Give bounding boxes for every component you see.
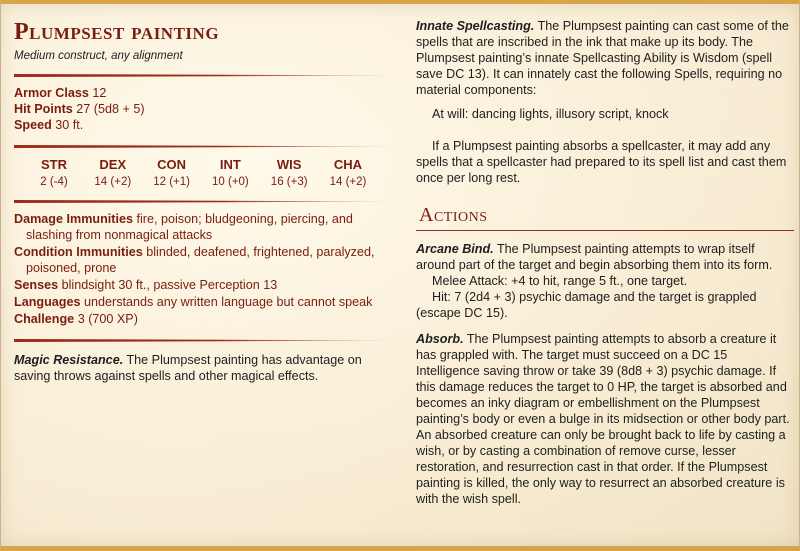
arcane-bind-attack: Melee Attack: +4 to hit, range 5 ft., one target.	[432, 274, 688, 288]
action-text: The Plumpsest painting attempts to wrap itself around part of the target and begin absorbing them into its form.	[416, 242, 773, 272]
absorbed-spellcaster-note: If a Plumpsest painting absorbs a spellcaster, it may add any spells that a spellcaster had prepared to its spell list and cast them once per long rest.	[416, 139, 787, 185]
arcane-bind-hit: Hit: 7 (2d4 + 3) psychic damage and the target is grappled (escape DC 15).	[416, 290, 757, 320]
ability-wis	[261, 156, 317, 190]
armor-class-label: Armor Class	[14, 86, 89, 100]
ability-score: 14 (+2)	[94, 176, 132, 188]
tapered-rule	[14, 74, 386, 77]
ability-name: CHA	[333, 157, 363, 172]
speed-value: 30 ft.	[55, 118, 84, 132]
tapered-rule	[14, 200, 386, 203]
ability-scores	[14, 156, 386, 190]
trait-magic-resistance	[14, 352, 386, 384]
senses-label: Senses	[14, 278, 59, 292]
senses	[14, 277, 386, 293]
armor-class	[14, 85, 386, 101]
spell-list-at-will: At will: dancing lights, illusory script, knock	[432, 107, 669, 121]
ability-score: 2 (-4)	[40, 176, 68, 188]
action-text: The Plumpsest painting attempts to absorb a creature it has grappled with. The target must succeed on a DC 15 Intelligence saving throw or take 39 (8d8 + 3) psychic damage. If this damage reduces the target to 0 HP, the target is absorbed and becomes an inky diagram or embellishment on the Plumpsest painting’s body or even a bulge in its midsection or other body part. An absorbed creature can only be brought back to life by casting a wish, or by casting a combination of remove curse, lesser restoration, and resurrection cast in that order. If the Plumpsest painting is killed, the only way to resurrect an absorbed creature is with the wish spell.	[416, 332, 790, 506]
action-absorb	[416, 331, 794, 507]
trait-text: The Plumpsest painting can cast some of the spells that are inscribed in the ink that make up its body. The Plumpsest painting’s innate Spellcasting Ability is Wisdom (spell save DC 13). It can innately cast the following Spells, requiring no material components:	[416, 19, 789, 97]
condition-immunities-value: blinded, deafened, frightened, paralyzed, poisoned, prone	[26, 245, 375, 275]
monster-meta: Medium construct, any alignment	[14, 50, 183, 62]
senses-value: blindsight 30 ft., passive Perception 13	[61, 278, 278, 292]
hit-points-value: 27 (5d8 + 5)	[76, 102, 145, 116]
ability-score: 12 (+1)	[153, 176, 190, 188]
ability-name: DEX	[99, 157, 127, 172]
damage-immunities-value: fire, poison; bludgeoning, piercing, and slashing from nonmagical attacks	[26, 212, 353, 242]
action-arcane-bind	[416, 241, 794, 273]
trait-innate-spellcasting	[416, 18, 794, 98]
challenge	[14, 311, 386, 327]
speed-label: Speed	[14, 118, 52, 132]
languages	[14, 294, 386, 310]
condition-immunities-label: Condition Immunities	[14, 245, 143, 259]
ability-name: STR	[41, 157, 67, 172]
hit-points-label: Hit Points	[14, 102, 73, 116]
damage-immunities	[14, 211, 386, 243]
ability-cha	[320, 156, 376, 190]
ability-score: 14 (+2)	[329, 176, 367, 188]
trait-text: The Plumpsest painting has advantage on saving throws against spells and other magical effects.	[14, 353, 362, 383]
ability-score: 10 (+0)	[212, 176, 249, 188]
left-column	[14, 18, 386, 392]
actions-heading: Actions	[419, 204, 488, 226]
languages-value: understands any written language but cannot speak	[83, 295, 373, 309]
ability-con	[144, 156, 200, 190]
ability-name: INT	[219, 157, 241, 172]
damage-immunities-label: Damage Immunities	[14, 212, 133, 226]
ability-score: 16 (+3)	[270, 176, 308, 188]
trait-name: Magic Resistance.	[14, 353, 124, 367]
action-name: Absorb.	[416, 332, 464, 346]
ability-int	[202, 156, 258, 190]
armor-class-value: 12	[92, 86, 107, 100]
trait-name: Innate Spellcasting.	[416, 19, 535, 33]
hit-points	[14, 101, 386, 117]
tapered-rule	[14, 145, 386, 148]
actions-rule	[416, 230, 794, 231]
tapered-rule	[14, 339, 386, 342]
monster-name: Plumpsest painting	[14, 19, 220, 45]
condition-immunities	[14, 244, 386, 276]
ability-str	[26, 156, 82, 190]
ability-dex	[85, 156, 141, 190]
challenge-value: 3 (700 XP)	[77, 312, 138, 326]
challenge-label: Challenge	[14, 312, 75, 326]
languages-label: Languages	[14, 295, 81, 309]
right-column	[416, 18, 794, 515]
speed	[14, 117, 386, 133]
action-name: Arcane Bind.	[416, 242, 494, 256]
ability-name: CON	[157, 157, 187, 172]
ability-name: WIS	[276, 157, 302, 172]
